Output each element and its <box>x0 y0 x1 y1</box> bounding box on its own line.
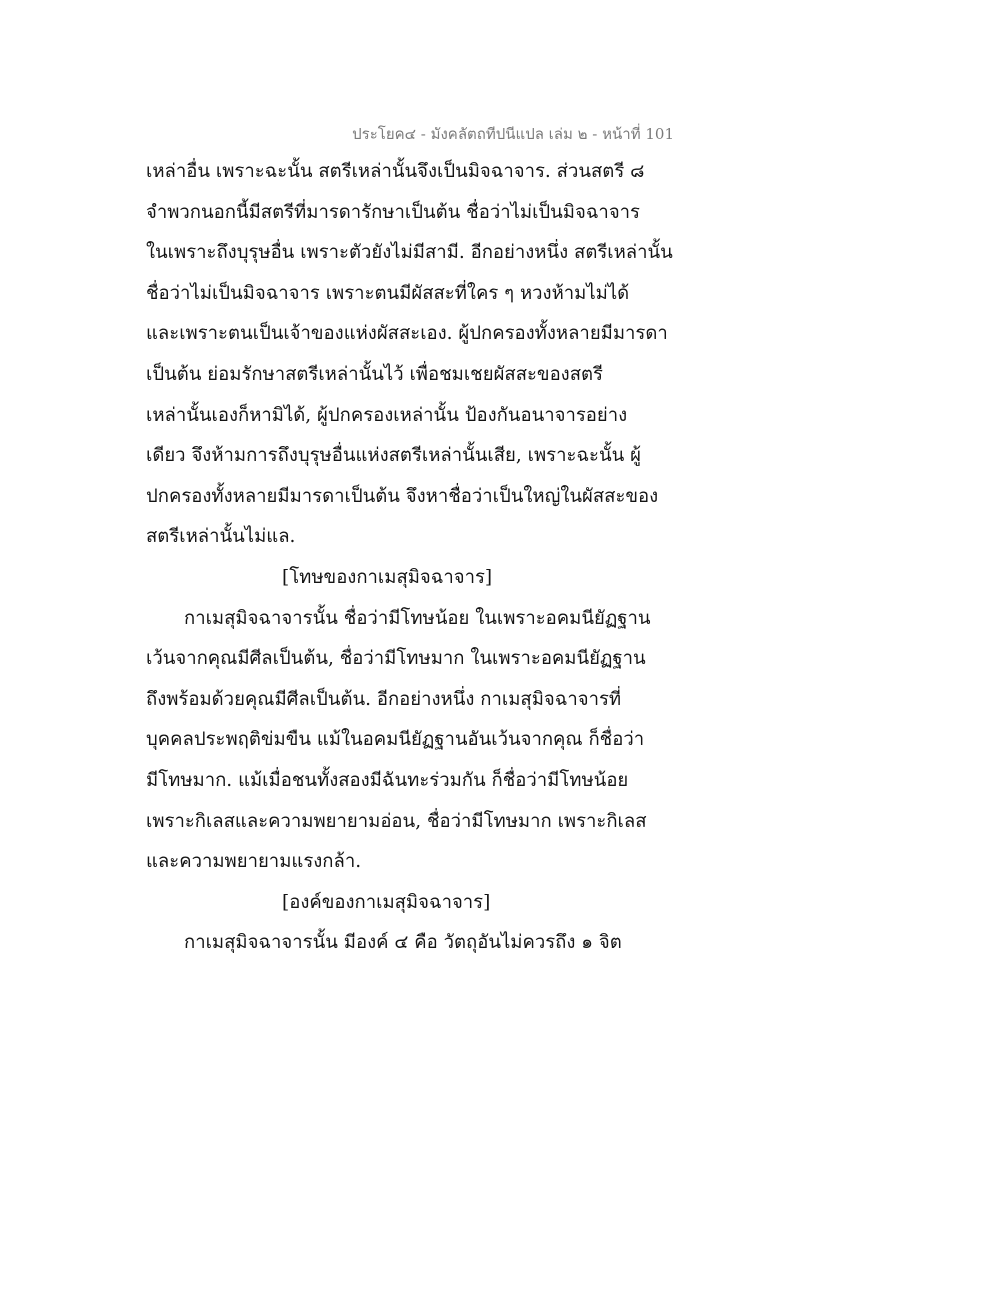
section-heading-faults: [โทษของกาเมสุมิจฉาจาร] <box>282 566 493 588</box>
paragraph-start: กาเมสุมิจฉาจารนั้น มีองค์ ๔ คือ วัตถุอันไม่ควรถึง ๑ จิต <box>184 932 622 954</box>
text-line: เว้นจากคุณมีศีลเป็นต้น, ชื่อว่ามีโทษมาก ในเพราะอคมนียัฏฐาน <box>146 648 646 670</box>
text-line: เดียว จึงห้ามการถึงบุรุษอื่นแห่งสตรีเหล่านั้นเสีย, เพราะฉะนั้น ผู้ <box>146 445 641 467</box>
text-line: สตรีเหล่านั้นไม่แล. <box>146 526 296 548</box>
running-header: ประโยค๔ - มังคลัตถทีปนีแปล เล่ม ๒ - หน้าที่ 101 <box>352 125 674 143</box>
text-line: เหล่าอื่น เพราะฉะนั้น สตรีเหล่านั้นจึงเป็นมิจฉาจาร. ส่วนสตรี ๘ <box>146 161 645 182</box>
text-line: เหล่านั้นเองก็หามิได้, ผู้ปกครองเหล่านั้น ป้องกันอนาจารอย่าง <box>146 404 628 426</box>
text-line: เป็นต้น ย่อมรักษาสตรีเหล่านั้นไว้ เพื่อชมเชยผัสสะของสตรี <box>146 363 603 385</box>
text-line: และความพยายามแรงกล้า. <box>146 851 362 873</box>
text-line: ถึงพร้อมด้วยคุณมีศีลเป็นต้น. อีกอย่างหนึ่ง กาเมสุมิจฉาจารที่ <box>146 688 622 710</box>
text-line: ชื่อว่าไม่เป็นมิจฉาจาร เพราะตนมีผัสสะที่ใคร ๆ หวงห้ามไม่ได้ <box>146 282 630 304</box>
text-line: มีโทษมาก. แม้เมื่อชนทั้งสองมีฉันทะร่วมกัน ก็ชื่อว่ามีโทษน้อย <box>146 769 629 791</box>
paragraph-start: กาเมสุมิจฉาจารนั้น ชื่อว่ามีโทษน้อย ในเพราะอคมนียัฏฐาน <box>184 607 651 629</box>
text-line: และเพราะตนเป็นเจ้าของแห่งผัสสะเอง. ผู้ปกครองทั้งหลายมีมารดา <box>146 323 668 345</box>
text-line: ปกครองทั้งหลายมีมารดาเป็นต้น จึงหาชื่อว่าเป็นใหญ่ในผัสสะของ <box>146 485 659 507</box>
section-heading-factors: [องค์ของกาเมสุมิจฉาจาร] <box>282 891 491 913</box>
text-line: เพราะกิเลสและความพยายามอ่อน, ชื่อว่ามีโทษมาก เพราะกิเลส <box>146 810 647 832</box>
text-line: จำพวกนอกนี้มีสตรีที่มารดารักษาเป็นต้น ชื่อว่าไม่เป็นมิจฉาจาร <box>146 201 640 223</box>
text-line: บุคคลประพฤติข่มขืน แม้ในอคมนียัฏฐานอันเว้นจากคุณ ก็ชื่อว่า <box>146 729 645 751</box>
body-text <box>146 152 706 964</box>
text-line: ในเพราะถึงบุรุษอื่น เพราะตัวยังไม่มีสามี. อีกอย่างหนึ่ง สตรีเหล่านั้น <box>146 242 673 264</box>
